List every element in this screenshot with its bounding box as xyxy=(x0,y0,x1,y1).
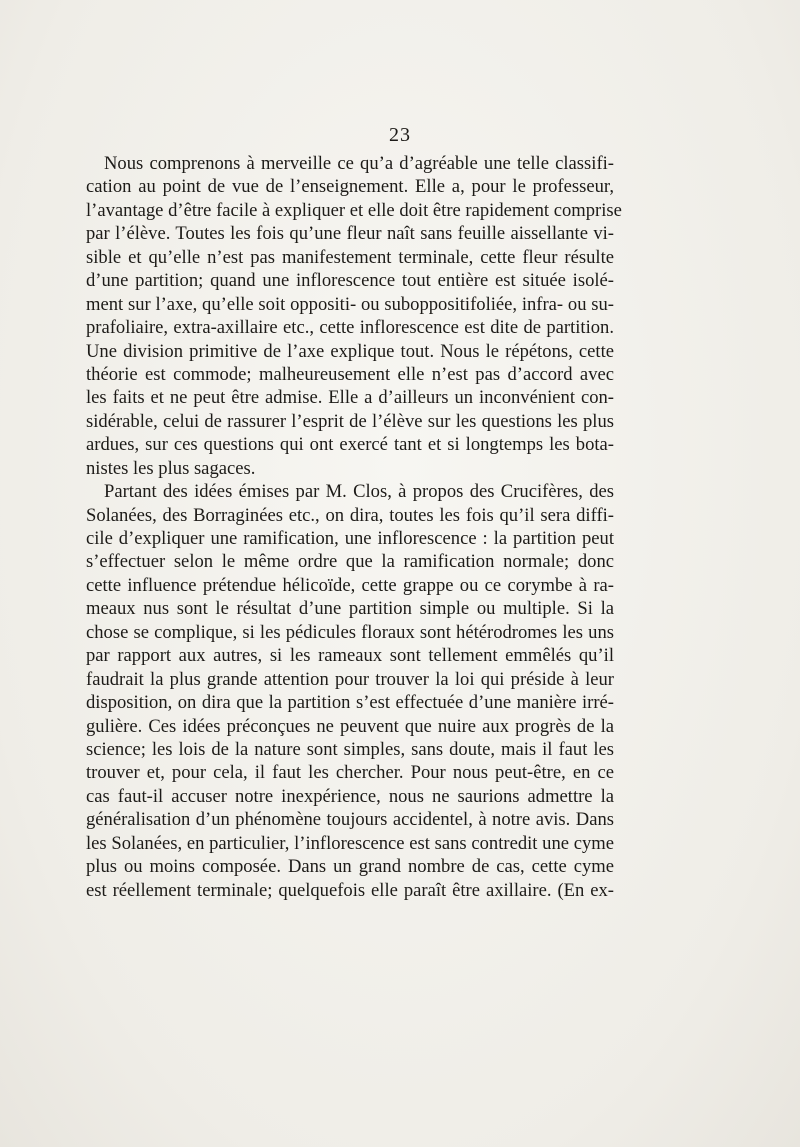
text-line: disposition, on dira que la partition s’est effectuée d’une manière irré- xyxy=(86,692,614,714)
text-line: s’effectuer selon le même ordre que la ramification normale; donc xyxy=(86,551,614,573)
text-line: Une division primitive de l’axe explique tout. Nous le répétons, cette xyxy=(86,340,614,362)
text-line: Solanées, des Borraginées etc., on dira, toutes les fois qu’il sera diffi- xyxy=(86,504,614,526)
text-line: Nous comprenons à merveille ce qu’a d’agréable une telle classifi- xyxy=(104,153,614,174)
paragraph xyxy=(86,152,622,480)
text-line: sible et qu’elle n’est pas manifestement terminale, cette fleur résulte xyxy=(86,246,614,268)
text-line: sidérable, celui de rassurer l’esprit de l’élève sur les questions les plus xyxy=(86,410,614,432)
text-line: gulière. Ces idées préconçues ne peuvent que nuire aux progrès de la xyxy=(86,715,614,737)
text-line: meaux nus sont le résultat d’une partition simple ou multiple. Si la xyxy=(86,598,614,620)
text-line: cas faut-il accuser notre inexpérience, nous ne saurions admettre la xyxy=(86,785,614,807)
text-line: plus ou moins composée. Dans un grand nombre de cas, cette cyme xyxy=(86,856,614,878)
body-text xyxy=(86,152,622,902)
text-line: l’avantage d’être facile à expliquer et elle doit être rapidement comprise xyxy=(86,199,622,221)
text-line: par rapport aux autres, si les rameaux sont tellement emmêlés qu’il xyxy=(86,645,614,667)
text-line: cile d’expliquer une ramification, une inflorescence : la partition peut xyxy=(86,528,614,549)
text-line: nistes les plus sagaces. xyxy=(86,457,256,479)
text-line: trouver et, pour cela, il faut les chercher. Pour nous peut-être, en ce xyxy=(86,762,614,784)
text-line: Partant des idées émises par M. Clos, à propos des Crucifères, des xyxy=(104,481,614,503)
text-line: est réellement terminale; quelquefois elle paraît être axillaire. (En ex- xyxy=(86,879,614,901)
text-line: d’une partition; quand une inflorescence tout entière est située isolé- xyxy=(86,270,614,292)
text-line: cation au point de vue de l’enseignement. Elle a, pour le professeur, xyxy=(86,176,614,198)
paragraph xyxy=(86,480,614,902)
text-line: les Solanées, en particulier, l’inflorescence est sans contredit une cyme xyxy=(86,832,614,854)
text-line: ment sur l’axe, qu’elle soit oppositi- ou suboppositifoliée, infra- ou su- xyxy=(86,293,614,315)
text-line: prafoliaire, extra-axillaire etc., cette inflorescence est dite de partition. xyxy=(86,317,614,339)
text-line: ardues, sur ces questions qui ont exercé tant et si longtemps les bota- xyxy=(86,434,614,456)
text-line: faudrait la plus grande attention pour trouver la loi qui préside à leur xyxy=(86,668,614,690)
text-line: théorie est commode; malheureusement elle n’est pas d’accord avec xyxy=(86,363,614,385)
page-number: 23 xyxy=(389,124,411,146)
text-line: les faits et ne peut être admise. Elle a d’ailleurs un inconvénient con- xyxy=(86,387,614,409)
text-line: généralisation d’un phénomène toujours accidentel, à notre avis. Dans xyxy=(86,809,614,831)
text-line: par l’élève. Toutes les fois qu’une fleur naît sans feuille aissellante vi- xyxy=(86,223,614,245)
text-line: cette influence prétendue hélicoïde, cette grappe ou ce corymbe à ra- xyxy=(86,574,614,596)
text-line: science; les lois de la nature sont simples, sans doute, mais il faut les xyxy=(86,738,614,760)
text-line: chose se complique, si les pédicules floraux sont hétérodromes les uns xyxy=(86,621,614,643)
